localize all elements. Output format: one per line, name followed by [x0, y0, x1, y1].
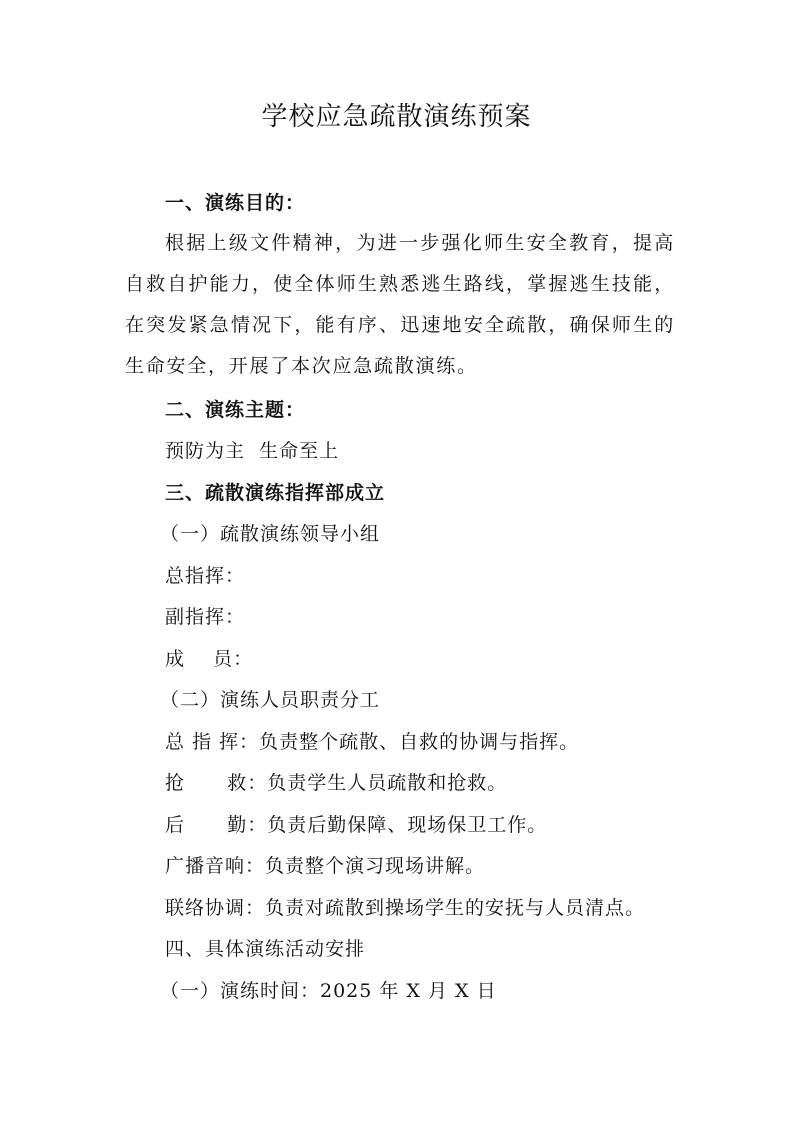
section-heading-command: 三、疏散演练指挥部成立 [165, 482, 386, 504]
purpose-paragraph: 根据上级文件精神，为进一步强化师生安全教育，提高自救自护能力，使全体师生熟悉逃生路线，掌握逃生技能，在突发紧急情况下，能有序、迅速地安全疏散，确保师生的生命安全，开展了本次应急疏散演练。 [125, 232, 675, 377]
section-heading-purpose: 一、演练目的： [165, 192, 306, 214]
commander-line: 总指挥： [165, 565, 246, 587]
duty-logistics-line: 后 勤：负责后勤保障、现场保卫工作。 [165, 814, 548, 836]
theme-text: 预防为主 生命至上 [165, 440, 340, 462]
subsection-heading-leadership: （一）疏散演练领导小组 [160, 523, 381, 545]
vice-commander-line: 副指挥： [165, 606, 246, 628]
subsection-heading-duties: （二）演练人员职责分工 [160, 689, 381, 711]
document-title: 学校应急疏散演练预案 [261, 102, 532, 132]
duty-rescue-line: 抢 救：负责学生人员疏散和抢救。 [165, 772, 508, 794]
section-heading-theme: 二、演练主题： [165, 399, 306, 421]
duty-commander-line: 总 指 挥：负责整个疏散、自救的协调与指挥。 [165, 731, 580, 753]
drill-time-line: （一）演练时间：2025 年 X 月 X 日 [160, 980, 497, 1002]
duty-liaison-line: 联络协调：负责对疏散到操场学生的安抚与人员清点。 [165, 897, 646, 919]
members-line: 成 员： [165, 648, 254, 670]
duty-broadcast-line: 广播音响：负责整个演习现场讲解。 [165, 855, 486, 877]
section-heading-schedule: 四、具体演练活动安排 [165, 938, 366, 960]
